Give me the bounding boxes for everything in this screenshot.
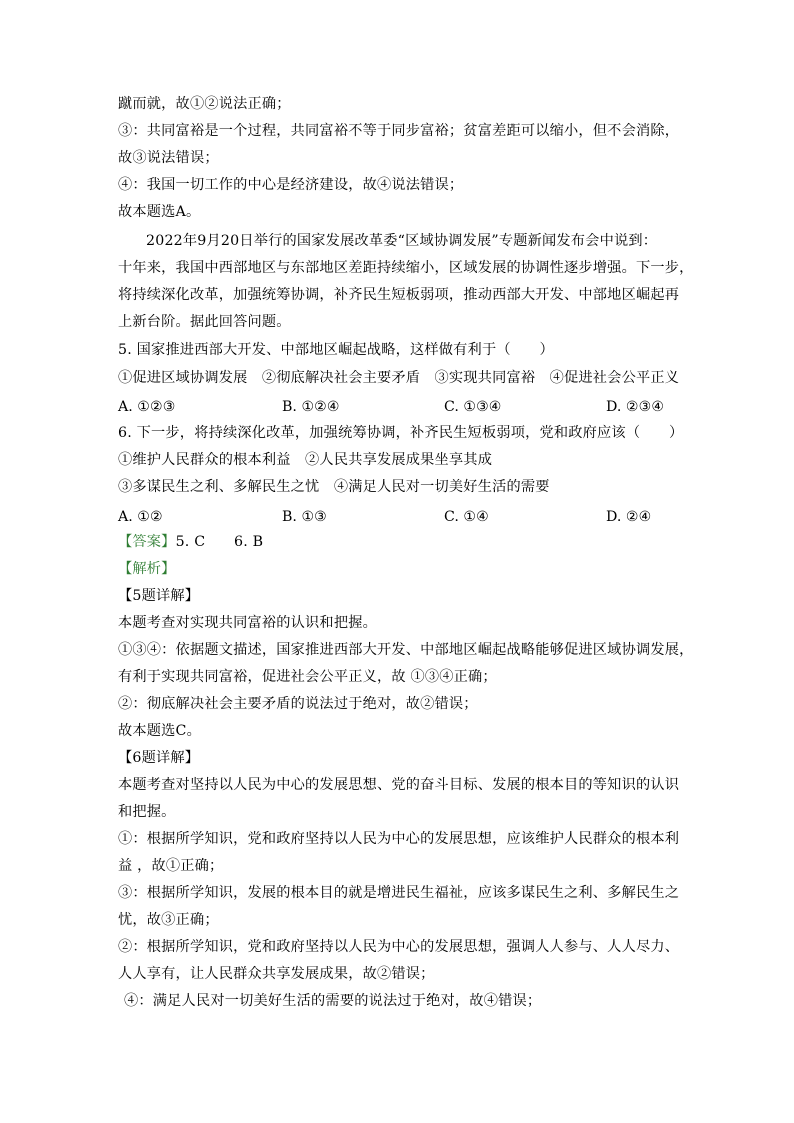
text-line: ①：根据所学知识，党和政府坚持以人民为中心的发展思想，应该维护人民群众的根本利 [118,831,680,847]
q5-option-d: D. ②③④ [606,399,665,415]
question-6-statements: ①维护人民群众的根本利益 ②人民共享发展成果坐享其成 [118,452,493,468]
question-5-stem: 5. 国家推进西部大开发、中部地区崛起战略，这样做有利于（ ） [118,342,554,358]
text-line: ③：共同富裕是一个过程，共同富裕不等于同步富裕；贫富差距可以缩小，但不会消除， [118,123,680,139]
q5-option-c: C. ①③④ [444,399,502,415]
question-5-statements: ①促进区域协调发展 ②彻底解决社会主要矛盾 ③实现共同富裕 ④促进社会公平正义 [118,370,680,386]
text-line: ④：我国一切工作的中心是经济建设，故④说法错误； [118,177,464,193]
text-line: 故本题选C。 [118,723,201,739]
analysis-tag: 【解析】 [118,561,176,577]
analysis-line [118,559,176,579]
text-line: 本题考查对坚持以人民为中心的发展思想、党的奋斗目标、发展的根本目的等知识的认识 [118,777,680,793]
q5-option-b: B. ①②④ [282,399,340,415]
text-line: ③：根据所学知识，发展的根本目的就是增进民生福祉，应该多谋民生之利、多解民生之 [118,885,680,901]
text-line: 故③说法错误； [118,150,219,166]
section-heading-5: 【5题详解】 [118,588,200,604]
text-line: 忧，故③正确； [118,912,219,928]
q6-option-c: C. ①④ [444,509,489,525]
text-line: 十年来，我国中西部地区与东部地区差距持续缩小，区域发展的协调性逐步增强。下一步， [118,260,694,276]
q6-option-b: B. ①③ [282,509,327,525]
question-6-stem: 6. 下一步，将持续深化改革，加强统筹协调，补齐民生短板弱项，党和政府应该（ ） [118,425,684,441]
text-line: ②：根据所学知识，党和政府坚持以人民为中心的发展思想，强调人人参与、人人尽力、 [118,939,680,955]
answer-text: 5. C 6. B [175,534,264,550]
text-line: 和把握。 [118,804,176,820]
q6-option-d: D. ②④ [606,509,652,525]
question-6-statements: ③多谋民生之利、多解民生之忧 ④满足人民对一切美好生活的需要 [118,479,550,495]
answer-tag: 【答案】 [118,534,176,550]
text-line: 将持续深化改革，加强统筹协调，补齐民生短板弱项，推动西部大开发、中部地区崛起再 [118,287,680,303]
text-line: 人人享有，让人民群众共享发展成果，故②错误； [118,966,435,982]
section-heading-6: 【6题详解】 [118,750,200,766]
text-line: 有利于实现共同富裕，促进社会公平正义，故 ①③④正确； [118,669,497,685]
q5-option-a: A. ①②③ [118,399,176,415]
answer-line [118,532,263,552]
text-line: 本题考查对实现共同富裕的认识和把握。 [118,615,377,631]
material-paragraph-start: 2022年9月20日举行的国家发展改革委“区域协调发展”专题新闻发布会中说到： [146,233,658,249]
text-line: ①③④：依据题文描述，国家推进西部大开发、中部地区崛起战略能够促进区域协调发展， [118,642,694,658]
text-line: 蹴而就，故①②说法正确； [118,96,291,112]
text-line: 故本题选A。 [118,204,201,220]
text-line: ②：彻底解决社会主要矛盾的说法过于绝对，故②错误； [118,696,478,712]
text-line: 益 ，故①正确； [118,858,224,874]
q6-option-a: A. ①② [118,509,163,525]
text-line: 上新台阶。据此回答问题。 [118,314,291,330]
text-line: ④：满足人民对一切美好生活的需要的说法过于绝对，故④错误； [124,993,542,1009]
